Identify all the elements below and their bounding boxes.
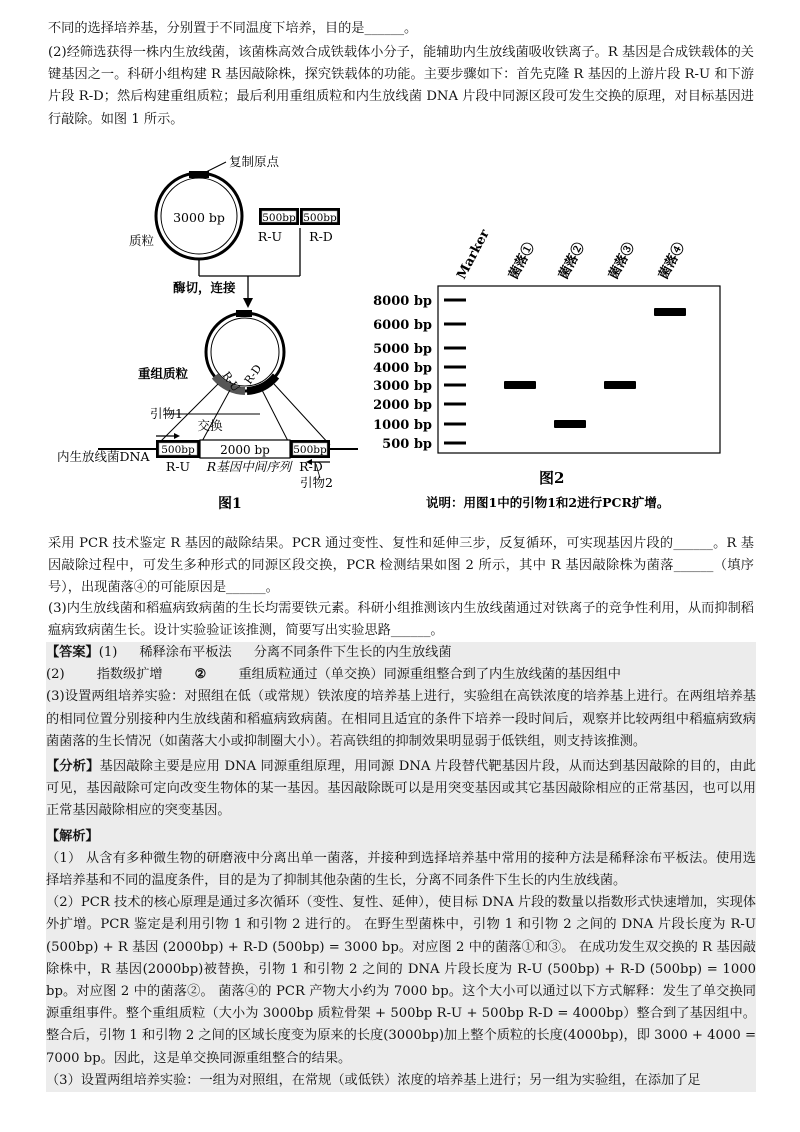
sample-band: [504, 381, 536, 389]
marker-label: 2000 bp: [373, 398, 432, 413]
marker-band: [444, 299, 466, 302]
lane-label: 菌落②: [556, 240, 588, 282]
figure-1: [57, 154, 358, 512]
marker-band: [444, 442, 466, 445]
marker-label: 5000 bp: [373, 342, 432, 357]
analysis: 【分析】基因敲除主要是应用 DNA 同源重组原理，用同源 DNA 片段替代靶基因片段，从而达到基因敲除的目的，由此可见，基因敲除可定向改变生物体的某一基因。基因敲除既可以是用突变基因或其它基因敲除相应的正常基因，也可以用正常基因敲除相应的突变基因。: [46, 759, 756, 819]
marker-band: [444, 366, 466, 369]
plasmid-size: 3000 bp: [173, 210, 225, 225]
sample-band: [554, 420, 586, 428]
ring-rd-label: R-D: [241, 362, 265, 387]
answer-line-2: (2) 指数级扩增 ② 重组质粒通过（单交换）同源重组整合到了内生放线菌的基因组中: [46, 667, 621, 683]
figure-2-note: 说明：用图1中的引物1和2进行PCR扩增。: [426, 495, 670, 510]
answer-block: [46, 642, 756, 1092]
marker-label: 6000 bp: [373, 318, 432, 333]
marker-label: 1000 bp: [373, 418, 432, 433]
answer-2c: 重组质粒通过（单交换）同源重组整合到了内生放线菌的基因组中: [238, 667, 621, 683]
lane-label: 菌落④: [656, 240, 688, 282]
answer-2a: 指数级扩增: [96, 667, 163, 683]
figures: [40, 152, 760, 518]
exchange-label: 交换: [197, 418, 223, 433]
answer-1a: 稀释涂布平板法: [139, 645, 232, 660]
marker-band: [444, 384, 466, 387]
explanation-tag: 【解析】: [46, 828, 99, 844]
marker-band: [444, 323, 466, 326]
question-text-3: 采用 PCR 技术鉴定 R 基因的敲除结果。PCR 通过变性、复性和延伸三步，反复循环，可实现基因片段的______。R 基因敲除过程中，可发生多种形式的同源区段交换，PCR 检测结果如图 2 所示，其中 R 基因敲除株为菌落______（填序号），出现菌落④的可能原因是______。: [48, 536, 754, 596]
marker-label: 4000 bp: [373, 361, 432, 376]
ru-label: R-U: [257, 229, 283, 244]
explanation-2: （2）PCR 技术的核心原理是通过多次循环（变性、复性、延伸），使目标 DNA 片段的数量以指数形式快速增加，实现体外扩增。PCR 鉴定是利用引物 1 和引物 2 进行的。 在野生型菌株中，引物 1 和引物 2 之间的 DNA 片段长度为 R-U (500bp) + R 基因 (2000bp) + R-D (500bp) = 3000 bp。对应图 2 中的菌落①和③。 在成功发生双交换的 R 基因敲除株中，R 基因(2000bp)被替换，引物 1 和引物 2 之间的 DNA 片段长度为 R-U (500bp) + R-D (500bp) = 1000 bp。对应图 2 中的菌落②。 菌落④的 PCR 产物大小约为 7000 bp。这个大小可以通过以下方式解释：发生了单交换同源重组事件。整个重组质粒（大小为 3000bp 质粒骨架 + 500bp R-U + 500bp R-D = 4000bp）整合到了基因组中。整合后，引物 1 和引物 2 之间的区域长度变为原来的长度(3000bp)加上整个质粒的长度(4000bp)，即 3000 + 4000 = 7000 bp。因此，这是单交换同源重组整合的结果。: [46, 895, 756, 1066]
question-text-4: (3)内生放线菌和稻瘟病致病菌的生长均需要铁元素。科研小组推测该内生放线菌通过对铁离子的竞争性利用，从而抑制稻瘟病致病菌生长。设计实验验证该推测，简要写出实验思路______。: [48, 601, 754, 639]
answer-1b: 分离不同条件下生长的内生放线菌: [253, 645, 452, 660]
marker-band: [444, 347, 466, 350]
figure-1-caption: 图1: [218, 496, 242, 512]
ring-ru-label: R-U: [219, 369, 243, 395]
genome-rd-size: 500bp: [293, 444, 327, 456]
genome-ru-label: R-U: [165, 459, 191, 474]
step-label: 酶切，连接: [173, 280, 236, 295]
marker-band: [444, 423, 466, 426]
ru-size: 500bp: [262, 212, 296, 224]
gene-mid-label: R基因中间序列: [206, 459, 292, 474]
gene-size: 2000 bp: [220, 443, 270, 457]
plasmid-label: 质粒: [129, 233, 155, 248]
marker-labels: [373, 294, 432, 452]
recomb-label: 重组质粒: [138, 366, 189, 381]
genome-label: 内生放线菌DNA: [57, 449, 150, 464]
rd-label: R-D: [309, 229, 333, 244]
lane-labels: [454, 227, 688, 282]
marker-label: 500 bp: [382, 437, 432, 452]
marker-label: 3000 bp: [373, 379, 432, 394]
answer-line-3: (3)设置两组培养实验：对照组在低（或常规）铁浓度的培养基上进行，实验组在高铁浓度的培养基上进行。在两组培养基的相同位置分别接种内生放线菌和稻瘟病致病菌。在相同且适宜的条件下培养一段时间后，观察并比较两组中稻瘟病致病菌菌落的生长情况（如菌落大小或抑制圈大小）。若高铁组的抑制效果明显弱于低铁组，则支持该推测。: [46, 689, 756, 749]
origin-marker: [189, 171, 209, 178]
lane-label: Marker: [454, 227, 493, 282]
primer1-label: 引物1: [150, 406, 183, 421]
question-text-2: (2)经筛选获得一株内生放线菌，该菌株高效合成铁载体小分子，能辅助内生放线菌吸收铁离子。R 基因是合成铁载体的关键基因之一。科研小组构建 R 基因敲除株，探究铁载体的功能。主要步骤如下：首先克隆 R 基因的上游片段 R-U 和下游片段 R-D；然后构建重组质粒；最后利用重组质粒和内生放线菌 DNA 片段中同源区段可发生交换的原理，对目标基因进行敲除。如图 1 所示。: [48, 45, 754, 127]
answer-2b: ②: [194, 667, 207, 683]
genome-rd-label: R-D: [299, 459, 323, 474]
lane-label: 菌落③: [606, 240, 638, 282]
primer2-label: 引物2: [300, 475, 333, 490]
recomb-origin: [236, 310, 252, 317]
marker-label: 8000 bp: [373, 294, 432, 309]
explanation-3: （3）设置两组培养实验：一组为对照组，在常规（或低铁）浓度的培养基上进行；另一组为实验组，在添加了足: [46, 1072, 701, 1088]
rd-size: 500bp: [303, 212, 337, 224]
lane-label: 菌落①: [506, 240, 538, 282]
figure-2: [373, 227, 720, 510]
question-text-1: 不同的选择培养基，分别置于不同温度下培养，目的是______。: [48, 21, 418, 36]
explanation-1: （1） 从含有多种微生物的研磨液中分离出单一菌落，并接种到选择培养基中常用的接种方法是稀释涂布平板法。使用选择培养基和不同的温度条件，目的是为了抑制其他杂菌的生长，分离不同条件下生长的内生放线菌。: [46, 850, 756, 889]
answer-tag: 【答案】: [46, 645, 99, 660]
figure-2-caption: 图2: [539, 469, 565, 487]
answer-line-1: 【答案】(1) 稀释涂布平板法 分离不同条件下生长的内生放线菌: [46, 645, 452, 660]
sample-band: [604, 381, 636, 389]
marker-band: [444, 403, 466, 406]
origin-label: 复制原点: [229, 154, 280, 169]
sample-band: [654, 308, 686, 316]
genome-ru-size: 500bp: [161, 444, 195, 456]
